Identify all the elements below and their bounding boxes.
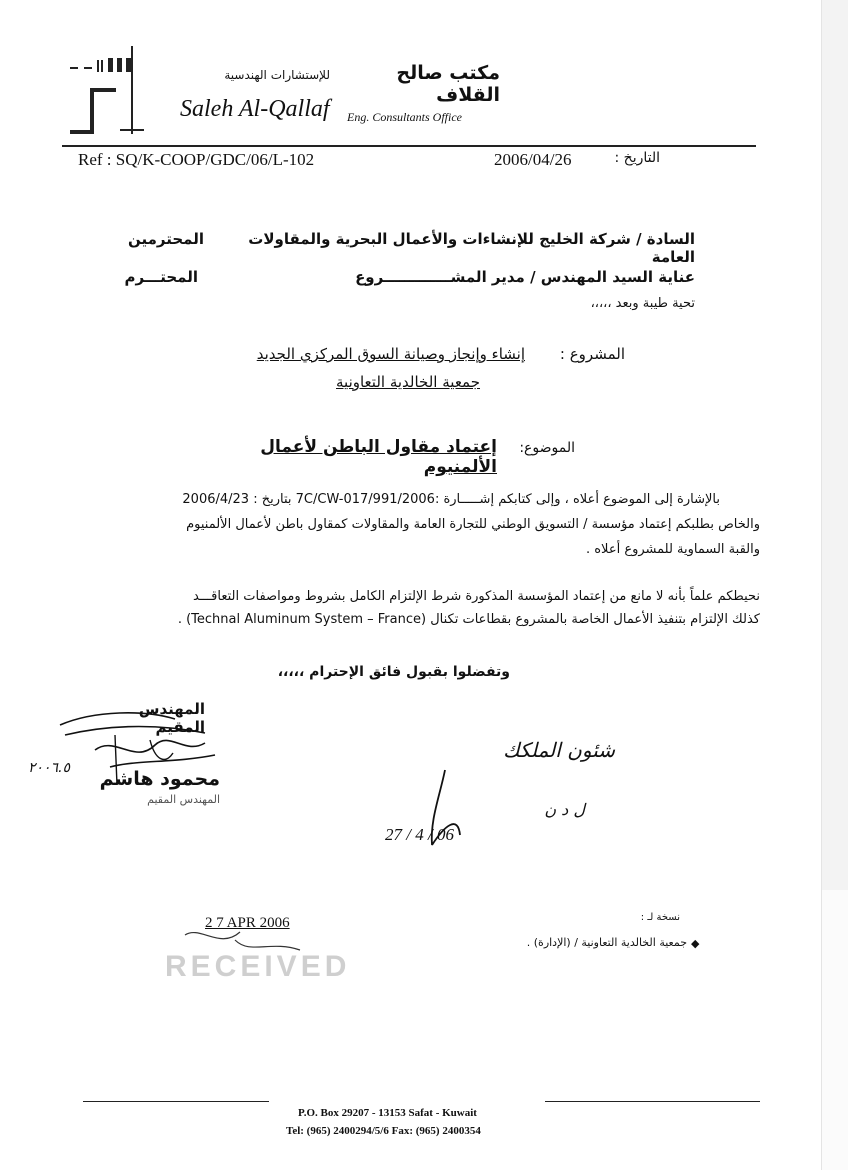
footer-address: P.O. Box 29207 - 13153 Safat - Kuwait xyxy=(298,1107,477,1119)
header-rule xyxy=(62,145,756,147)
signatory-name-underline-title: المهندس المقيم xyxy=(147,793,220,806)
footer-tel: Tel: (965) 2400294/5/6 Fax: (965) 2400354 xyxy=(286,1125,481,1137)
received-stamp: RECEIVED xyxy=(165,950,351,983)
date-value: 2006/04/26 xyxy=(494,150,572,169)
footer-rule-left xyxy=(83,1101,269,1102)
handwritten-note-2: ل د ن xyxy=(544,800,585,819)
office-logo-icon xyxy=(62,46,144,138)
body-p1-line-1: بالإشارة إلى الموضوع أعلاه ، وإلى كتابكم إشـــــارة :7C/CW-017/991/2006 بتاريخ : 2006/4/23 xyxy=(182,492,720,507)
handwritten-date: 27 / 4 / 06 xyxy=(385,825,454,844)
reference-number: Ref : SQ/K-COOP/GDC/06/L-102 xyxy=(78,150,315,169)
closing: وتفضلوا بقبول فائق الإحترام ،،،،، xyxy=(277,664,510,680)
office-name-ar: مكتب صالح القلاف xyxy=(396,62,500,106)
body-p2-line-2: كذلك الإلتزام بتنفيذ الأعمال الخاصة بالمشروع بقطاعات تكنال (Technal Aluminum System – France) . xyxy=(177,612,760,627)
office-subtitle-ar: للإستشارات الهندسية xyxy=(224,68,330,82)
recipient-line-1: السادة / شركة الخليج للإنشاءات والأعمال البحرية والمقاولات العامة xyxy=(248,230,695,266)
project-line-1: إنشاء وإنجاز وصيانة السوق المركزي الجديد xyxy=(256,345,525,363)
recipient-honor-2: المحتـــرم xyxy=(124,268,198,286)
office-name-en: Saleh Al-Qallaf xyxy=(180,96,330,122)
signatory-name: محمود هاشم xyxy=(99,768,220,790)
stamp-date: 2 7 APR 2006 xyxy=(205,915,290,931)
copies-item: جمعية الخالدية التعاونية / (الإدارة) . xyxy=(526,936,687,949)
body-p1-line-3: والقبة السماوية للمشروع أعلاه . xyxy=(585,542,760,557)
handwritten-note-1: شئون الملكك xyxy=(503,738,615,762)
office-subtitle-en: Eng. Consultants Office xyxy=(347,110,462,124)
handwritten-left-note: ٢٠٠٦.٥ xyxy=(28,760,71,776)
body-p2-line-1: نحيطكم علماً بأنه لا مانع من إعتماد المؤسسة المذكورة شرط الإلتزام الكامل بشروط ومواصفات التعاقـــد xyxy=(192,589,760,604)
project-line-2: جمعية الخالدية التعاونية xyxy=(336,373,480,391)
scan-edge-lower xyxy=(822,890,848,1170)
subject-label: الموضوع: xyxy=(519,440,575,456)
greeting: تحية طيبة وبعد ،،،،، xyxy=(590,296,695,311)
signatory-title: المهندس المقيم xyxy=(138,700,205,736)
recipient-honor-1: المحترمين xyxy=(127,230,204,248)
footer-rule-right xyxy=(545,1101,760,1102)
subject-text: إعتماد مقاول الباطن لأعمال الألمنيوم xyxy=(260,437,497,477)
copies-label: نسخة لـ : xyxy=(640,912,680,923)
body-p1-line-2: والخاص بطلبكم إعتماد مؤسسة / التسويق الوطني للتجارة العامة والمقاولات كمقاول باطن لأعمال الألمنيوم xyxy=(186,517,760,532)
date-label: التاريخ : xyxy=(614,150,660,166)
bullet-diamond-icon: ◆ xyxy=(691,937,700,950)
project-label: المشروع : xyxy=(559,345,625,363)
recipient-line-2: عناية السيد المهندس / مدير المشـــــــــــــروع xyxy=(355,268,695,286)
